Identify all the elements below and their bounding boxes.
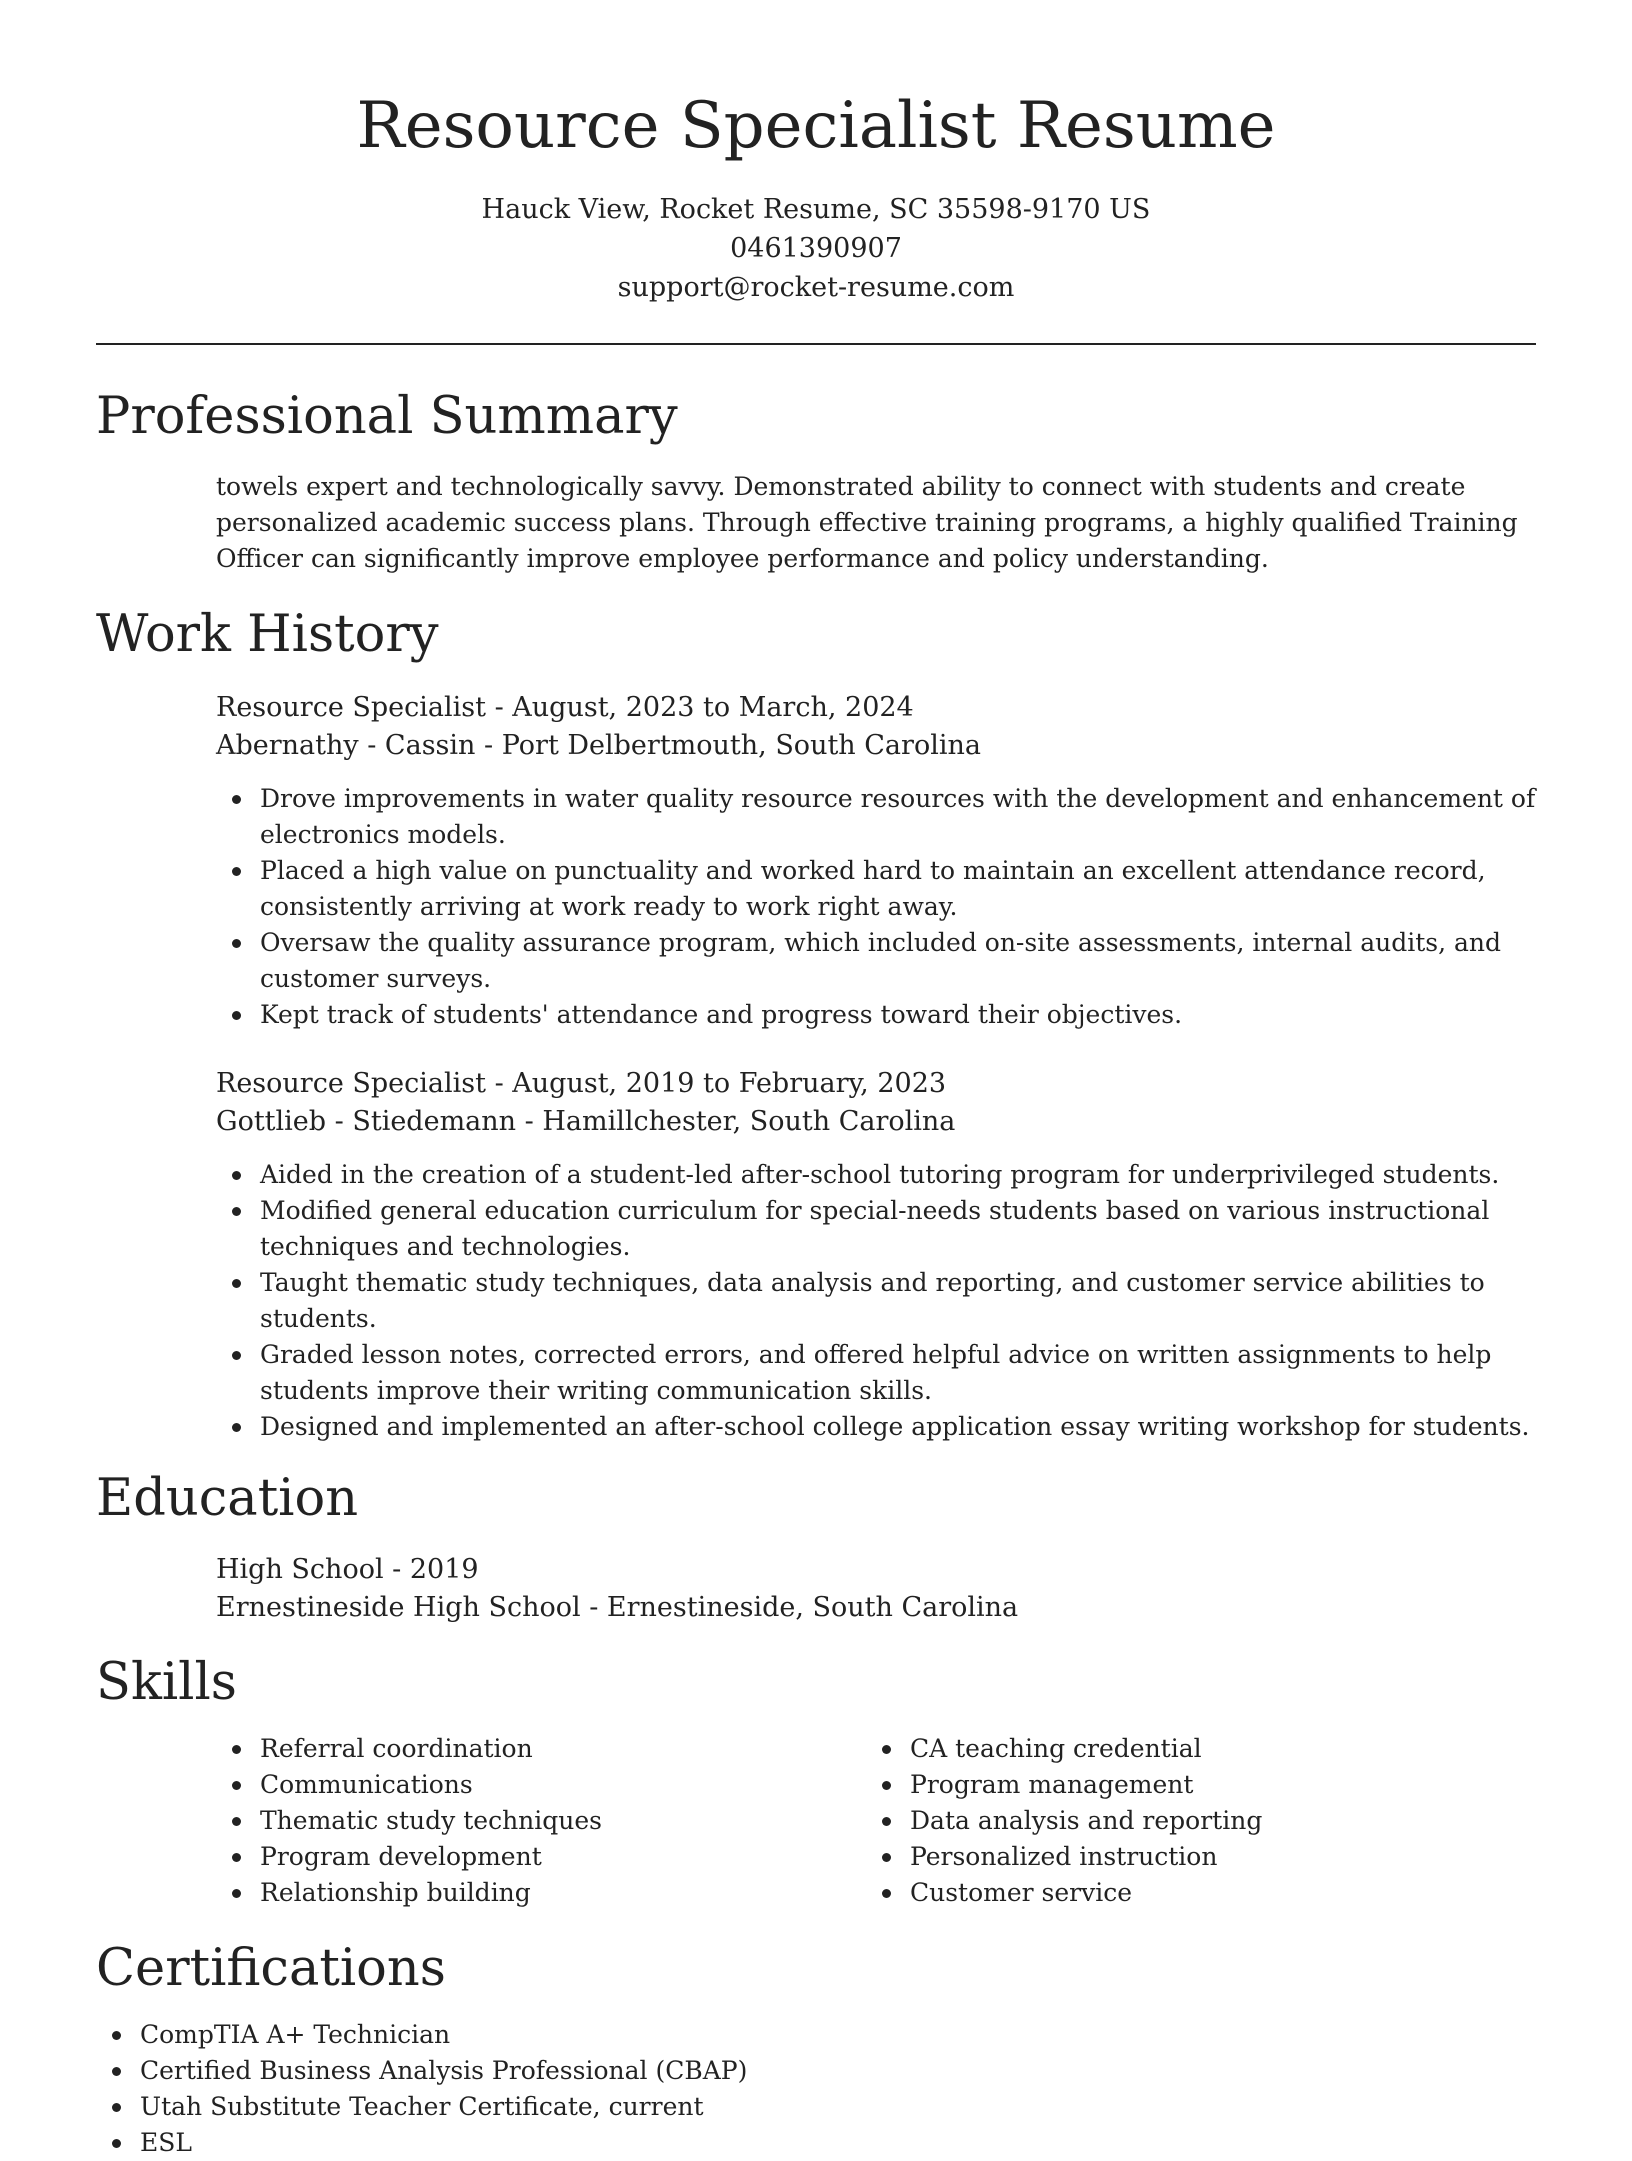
list-item-text: Aided in the creation of a student-led after-school tutoring program for underprivileged students.: [260, 1160, 1500, 1189]
list-item-text: Modified general education curriculum for special-needs students based on various instructional techniques and technologies.: [260, 1196, 1490, 1261]
work-history-heading: Work History: [96, 605, 439, 664]
list-item: [866, 1767, 1516, 1803]
list-item: [216, 1193, 1536, 1265]
bullet-dot-icon: [112, 2067, 121, 2076]
list-item: [216, 1803, 866, 1839]
skill-text: Relationship building: [260, 1878, 531, 1907]
skill-text: Communications: [260, 1770, 473, 1799]
list-item-text: Graded lesson notes, corrected errors, and offered helpful advice on written assignments to help students improve their writing communication skills.: [260, 1340, 1492, 1405]
list-item: [96, 2053, 1536, 2089]
list-item: [216, 925, 1536, 997]
skills-list-right: [866, 1731, 1516, 1911]
list-item: [866, 1731, 1516, 1767]
certification-text: CompTIA A+ Technician: [140, 2020, 451, 2049]
list-item: [96, 2125, 1536, 2161]
job-bullet-list: [216, 1157, 1536, 1445]
bullet-dot-icon: [232, 1853, 241, 1862]
certification-text: Utah Substitute Teacher Certificate, current: [140, 2092, 704, 2121]
certifications-list: [96, 2017, 1536, 2161]
list-item: [216, 1875, 866, 1911]
job-company-line: Gottlieb - Stiedemann - Hamillchester, South Carolina: [216, 1106, 956, 1137]
bullet-dot-icon: [232, 1011, 241, 1020]
bullet-dot-icon: [232, 1889, 241, 1898]
contact-block: [96, 190, 1536, 307]
contact-phone: 0461390907: [730, 233, 902, 264]
list-item-text: Placed a high value on punctuality and worked hard to maintain an excellent attendance record, consistently arriving at work ready to work right away.: [260, 856, 1486, 921]
skill-text: CA teaching credential: [910, 1734, 1202, 1763]
list-item: [216, 997, 1536, 1033]
list-item: [216, 781, 1536, 853]
skills-heading: Skills: [96, 1653, 237, 1712]
skill-text: Referral coordination: [260, 1734, 533, 1763]
list-item: [866, 1803, 1516, 1839]
list-item: [96, 2089, 1536, 2125]
list-item: [216, 1767, 866, 1803]
education-heading: Education: [96, 1469, 359, 1528]
contact-address: Hauck View, Rocket Resume, SC 35598-9170 US: [481, 194, 1151, 225]
skill-text: Data analysis and reporting: [910, 1806, 1263, 1835]
bullet-dot-icon: [232, 1745, 241, 1754]
bullet-dot-icon: [232, 1171, 241, 1180]
education-school-line: Ernestineside High School - Ernestineside, South Carolina: [216, 1592, 1019, 1623]
resume-page: [96, 0, 1536, 2161]
summary-text: towels expert and technologically savvy. Demonstrated ability to connect with students and create personalized academic success plans. Through effective training programs, a highly qualified Training Officer can significantly improve employee performance and policy understanding.: [216, 472, 1518, 573]
list-item: [96, 2017, 1536, 2053]
list-item: [216, 1409, 1536, 1445]
bullet-dot-icon: [232, 1279, 241, 1288]
bullet-dot-icon: [232, 1423, 241, 1432]
job-entry: [216, 1065, 1536, 1445]
bullet-dot-icon: [882, 1853, 891, 1862]
bullet-dot-icon: [232, 1781, 241, 1790]
bullet-dot-icon: [112, 2139, 121, 2148]
bullet-dot-icon: [232, 1817, 241, 1826]
bullet-dot-icon: [882, 1889, 891, 1898]
skill-text: Program development: [260, 1842, 542, 1871]
certification-text: ESL: [140, 2128, 192, 2157]
list-item-text: Drove improvements in water quality resource resources with the development and enhancement of electronics models.: [260, 784, 1536, 849]
bullet-dot-icon: [232, 1351, 241, 1360]
list-item: [866, 1839, 1516, 1875]
education-entry: [216, 1551, 1536, 1627]
certifications-heading: Certifications: [96, 1939, 446, 1998]
bullet-dot-icon: [232, 795, 241, 804]
skill-text: Thematic study techniques: [260, 1806, 602, 1835]
skill-text: Customer service: [910, 1878, 1133, 1907]
list-item: [216, 1265, 1536, 1337]
bullet-dot-icon: [112, 2031, 121, 2040]
bullet-dot-icon: [882, 1745, 891, 1754]
list-item: [216, 1839, 866, 1875]
list-item: [216, 1337, 1536, 1409]
list-item-text: Designed and implemented an after-school college application essay writing workshop for students.: [260, 1412, 1530, 1441]
bullet-dot-icon: [232, 867, 241, 876]
list-item-text: Oversaw the quality assurance program, which included on-site assessments, internal audits, and customer surveys.: [260, 928, 1501, 993]
resume-title: Resource Specialist Resume: [356, 89, 1276, 163]
header-divider: [96, 343, 1536, 345]
education-degree-line: High School - 2019: [216, 1554, 479, 1585]
list-item-text: Kept track of students' attendance and progress toward their objectives.: [260, 1000, 1183, 1029]
job-role-line: Resource Specialist - August, 2019 to February, 2023: [216, 1068, 947, 1099]
skill-text: Personalized instruction: [910, 1842, 1218, 1871]
job-role-line: Resource Specialist - August, 2023 to March, 2024: [216, 692, 914, 723]
job-entry: [216, 689, 1536, 1033]
bullet-dot-icon: [232, 1207, 241, 1216]
certification-text: Certified Business Analysis Professional (CBAP): [140, 2056, 748, 2085]
job-company-line: Abernathy - Cassin - Port Delbertmouth, South Carolina: [216, 730, 981, 761]
bullet-dot-icon: [882, 1817, 891, 1826]
job-bullet-list: [216, 781, 1536, 1033]
skills-grid: [216, 1731, 1536, 1911]
bullet-dot-icon: [112, 2103, 121, 2112]
skill-text: Program management: [910, 1770, 1194, 1799]
bullet-dot-icon: [882, 1781, 891, 1790]
bullet-dot-icon: [232, 939, 241, 948]
list-item-text: Taught thematic study techniques, data analysis and reporting, and customer service abilities to students.: [260, 1268, 1485, 1333]
contact-email: support@rocket-resume.com: [617, 272, 1015, 303]
skills-list-left: [216, 1731, 866, 1911]
summary-heading: Professional Summary: [96, 387, 678, 446]
list-item: [216, 1731, 866, 1767]
list-item: [866, 1875, 1516, 1911]
list-item: [216, 853, 1536, 925]
list-item: [216, 1157, 1536, 1193]
